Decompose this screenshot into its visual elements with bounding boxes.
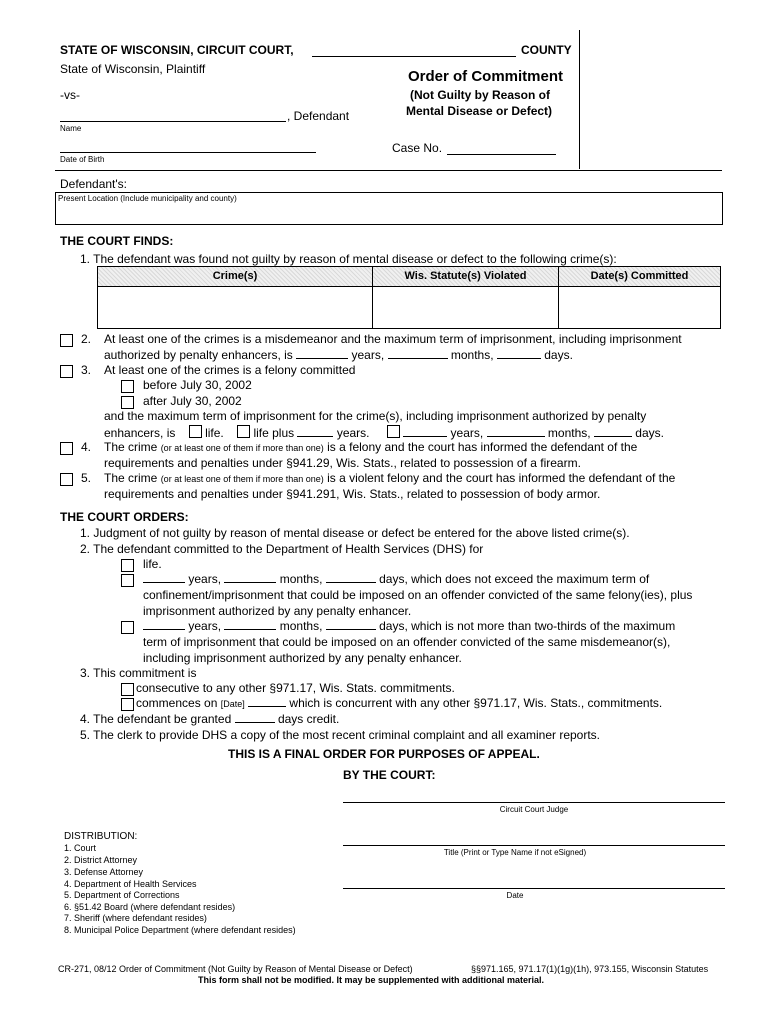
commit-misd-months: months,: [279, 619, 323, 633]
form-subtitle-2: Mental Disease or Defect): [406, 104, 553, 118]
orders-3: 3. This commitment is: [80, 666, 197, 680]
orders-1: 1. Judgment of not guilty by reason of mental disease or defect be entered for the above listed crime(s).: [80, 526, 630, 540]
finds-5-line-b: requirements and penalties under §941.291, Wis. Stats., related to possession of body armor.: [104, 487, 601, 501]
finds-2-b4: days.: [544, 348, 573, 362]
finds-2-b3: months,: [450, 348, 494, 362]
court-orders-heading: THE COURT ORDERS:: [60, 510, 189, 524]
distribution-item: 2. District Attorney: [64, 855, 138, 865]
commit-misd-years-field[interactable]: [143, 619, 185, 630]
orders-5: 5. The clerk to provide DHS a copy of the most recent criminal complaint and all examiner reports.: [80, 728, 601, 742]
finds-2-b1: authorized by penalty enhancers, is: [104, 348, 293, 362]
form-id: CR-271, 08/12 Order of Commitment (Not Guilty by Reason of Mental Disease or Defect): [58, 964, 413, 974]
by-the-court: BY THE COURT:: [343, 768, 436, 782]
misd-years-field[interactable]: [296, 348, 348, 359]
felony-months-field[interactable]: [487, 426, 545, 437]
judge-label: Circuit Court Judge: [499, 805, 569, 814]
defendant-label: , Defendant: [287, 109, 350, 123]
commit-misd-line-b: term of imprisonment that could be imposed on an offender convicted of the same misdemeanor(s),: [143, 635, 671, 649]
commit-felony-years-field[interactable]: [143, 572, 185, 583]
distribution-item: 1. Court: [64, 843, 97, 853]
county-label: COUNTY: [521, 43, 572, 57]
vs-label: -vs-: [60, 88, 80, 102]
life-plus-years-field[interactable]: [297, 426, 333, 437]
case-no-label: Case No.: [392, 141, 443, 155]
finds-2-b2: years,: [351, 348, 385, 362]
finds-3-checkbox[interactable]: [60, 365, 73, 378]
court-line: STATE OF WISCONSIN, CIRCUIT COURT,: [60, 43, 294, 57]
finds-3-text: At least one of the crimes is a felony committed: [104, 363, 356, 377]
col-crimes: Crime(s): [212, 270, 258, 282]
date-label: Date: [506, 891, 524, 900]
form-subtitle-1: (Not Guilty by Reason of: [410, 88, 551, 102]
finds-4-num: 4.: [81, 440, 92, 454]
distribution-item: 3. Defense Attorney: [64, 867, 144, 877]
finds-4-a2: (or at least one of them if more than one): [160, 443, 324, 453]
county-field[interactable]: [312, 56, 516, 57]
col-statutes: Wis. Statute(s) Violated: [404, 270, 527, 282]
distribution-item: 6. §51.42 Board (where defendant resides): [64, 902, 236, 912]
commit-felony-line-b: confinement/imprisonment that could be imposed on an offender convicted of the same felony(ies), plus: [143, 588, 693, 602]
header-bottom-rule: [55, 170, 722, 171]
finds-item-1: 1. The defendant was found not guilty by reason of mental disease or defect to the following crime(s):: [80, 252, 617, 266]
commit-misd-line-c: including imprisonment authorized by any penalty enhancer.: [143, 651, 462, 665]
finds-5-num: 5.: [81, 471, 92, 485]
present-location-label: Present Location (Include municipality and county): [58, 194, 237, 203]
distribution-heading: DISTRIBUTION:: [64, 831, 138, 842]
commit-felony-days-field[interactable]: [326, 572, 376, 583]
commit-felony-line-c: imprisonment authorized by any penalty enhancer.: [143, 604, 412, 618]
after-2002-checkbox[interactable]: [121, 396, 134, 409]
distribution-item: 8. Municipal Police Department (where defendant resides): [64, 925, 296, 935]
finds-3-c6: months,: [547, 426, 591, 440]
plaintiff-label: State of Wisconsin, Plaintiff: [60, 62, 206, 76]
name-label: Name: [60, 124, 82, 133]
finds-3-c5: years,: [450, 426, 484, 440]
defendant-name-field[interactable]: [60, 121, 286, 122]
orders-4-a: 4. The defendant be granted: [80, 712, 232, 726]
commences-checkbox[interactable]: [121, 698, 134, 711]
concurrent-label: which is concurrent with any other §971.17, Wis. Stats., commitments.: [289, 696, 663, 710]
dob-label: Date of Birth: [60, 155, 105, 164]
credit-days-field[interactable]: [235, 712, 275, 723]
col-dates: Date(s) Committed: [590, 270, 689, 282]
finds-2-num: 2.: [81, 332, 92, 346]
commit-felony-months-field[interactable]: [224, 572, 276, 583]
finds-5-line-a: [104, 471, 675, 485]
after-2002-label: after July 30, 2002: [143, 394, 242, 408]
finds-4-a3: is a felony and the court has informed the defendant of the: [327, 440, 638, 454]
before-2002-label: before July 30, 2002: [143, 378, 252, 392]
commit-life-label: life.: [143, 557, 162, 571]
orders-2: 2. The defendant committed to the Department of Health Services (DHS) for: [80, 542, 484, 556]
consecutive-checkbox[interactable]: [121, 683, 134, 696]
commences-date-field[interactable]: [248, 696, 286, 707]
felony-life-plus-checkbox[interactable]: [237, 425, 250, 438]
finds-3-num: 3.: [81, 363, 92, 377]
misd-months-field[interactable]: [388, 348, 448, 359]
crimes-table: [97, 266, 721, 329]
distribution-item: 7. Sheriff (where defendant resides): [64, 913, 207, 923]
finds-5-a1: The crime: [104, 471, 158, 485]
commit-life-checkbox[interactable]: [121, 559, 134, 572]
finds-3-c4: years.: [336, 426, 370, 440]
orders-4-line: [80, 712, 339, 726]
finds-3-line-c: [104, 425, 664, 440]
commit-misd-days: days, which is not more than two-thirds of the maximum: [379, 619, 676, 633]
commit-felony-line-a: [143, 572, 649, 586]
felony-days-field[interactable]: [594, 426, 632, 437]
finds-3-c2: life.: [205, 426, 224, 440]
finds-4-checkbox[interactable]: [60, 442, 73, 455]
form-title: Order of Commitment: [408, 68, 564, 85]
finds-3-c1: enhancers, is: [104, 426, 176, 440]
commit-misd-days-field[interactable]: [326, 619, 376, 630]
finds-3-c3: life plus: [253, 426, 295, 440]
judge-title-line[interactable]: [343, 845, 725, 846]
commit-felony-checkbox[interactable]: [121, 574, 134, 587]
finds-4-line-a: [104, 440, 637, 454]
commit-misd-months-field[interactable]: [224, 619, 276, 630]
finds-2-text: At least one of the crimes is a misdemeanor and the maximum term of imprisonment, including imprisonment: [104, 332, 682, 346]
felony-life-checkbox[interactable]: [189, 425, 202, 438]
dates-cell[interactable]: [560, 288, 719, 326]
finds-3-line-b: and the maximum term of imprisonment for the crime(s), including imprisonment authorized by penalty: [104, 409, 647, 423]
finds-5-a3: is a violent felony and the court has informed the defendant of the: [327, 471, 676, 485]
commit-misd-checkbox[interactable]: [121, 621, 134, 634]
statutes-cell[interactable]: [374, 288, 557, 326]
commences-date-hint: [Date]: [220, 699, 245, 709]
defendants-label: Defendant's:: [60, 177, 128, 191]
finds-4-a1: The crime: [104, 440, 158, 454]
commences-label: commences on: [136, 696, 218, 710]
crimes-cell[interactable]: [99, 288, 371, 326]
felony-term-checkbox[interactable]: [387, 425, 400, 438]
commit-misd-line-a: [143, 619, 675, 633]
commit-felony-days: days, which does not exceed the maximum term of: [379, 572, 650, 586]
before-2002-checkbox[interactable]: [121, 380, 134, 393]
finds-5-checkbox[interactable]: [60, 473, 73, 486]
misd-days-field[interactable]: [497, 348, 541, 359]
commences-line: [136, 696, 662, 710]
court-finds-heading: THE COURT FINDS:: [60, 234, 174, 248]
finds-5-a2: (or at least one of them if more than one): [160, 474, 324, 484]
commit-felony-years: years,: [188, 572, 222, 586]
case-no-field[interactable]: [447, 154, 556, 155]
orders-4-b: days credit.: [277, 712, 340, 726]
consecutive-label: consecutive to any other §971.17, Wis. Stats. commitments.: [136, 681, 455, 695]
distribution-item: 4. Department of Health Services: [64, 879, 197, 889]
finds-3-c7: days.: [635, 426, 664, 440]
finds-2-line-b: [104, 348, 573, 362]
felony-years-field[interactable]: [403, 426, 447, 437]
distribution-item: 5. Department of Corrections: [64, 890, 180, 900]
header-divider: [579, 30, 580, 169]
commit-felony-months: months,: [279, 572, 323, 586]
final-order-notice: THIS IS A FINAL ORDER FOR PURPOSES OF APPEAL.: [228, 747, 540, 761]
modification-notice: This form shall not be modified. It may be supplemented with additional material.: [198, 975, 545, 985]
commit-misd-years: years,: [188, 619, 222, 633]
dob-field[interactable]: [60, 152, 316, 153]
judge-signature-line[interactable]: [343, 802, 725, 803]
date-line[interactable]: [343, 888, 725, 889]
title-label: Title (Print or Type Name if not eSigned): [443, 848, 587, 857]
finds-2-checkbox[interactable]: [60, 334, 73, 347]
finds-4-line-b: requirements and penalties under §941.29, Wis. Stats., related to possession of a firearm.: [104, 456, 581, 470]
statutes-reference: §§971.165, 971.17(1)(1g)(1h), 973.155, Wisconsin Statutes: [471, 964, 709, 974]
